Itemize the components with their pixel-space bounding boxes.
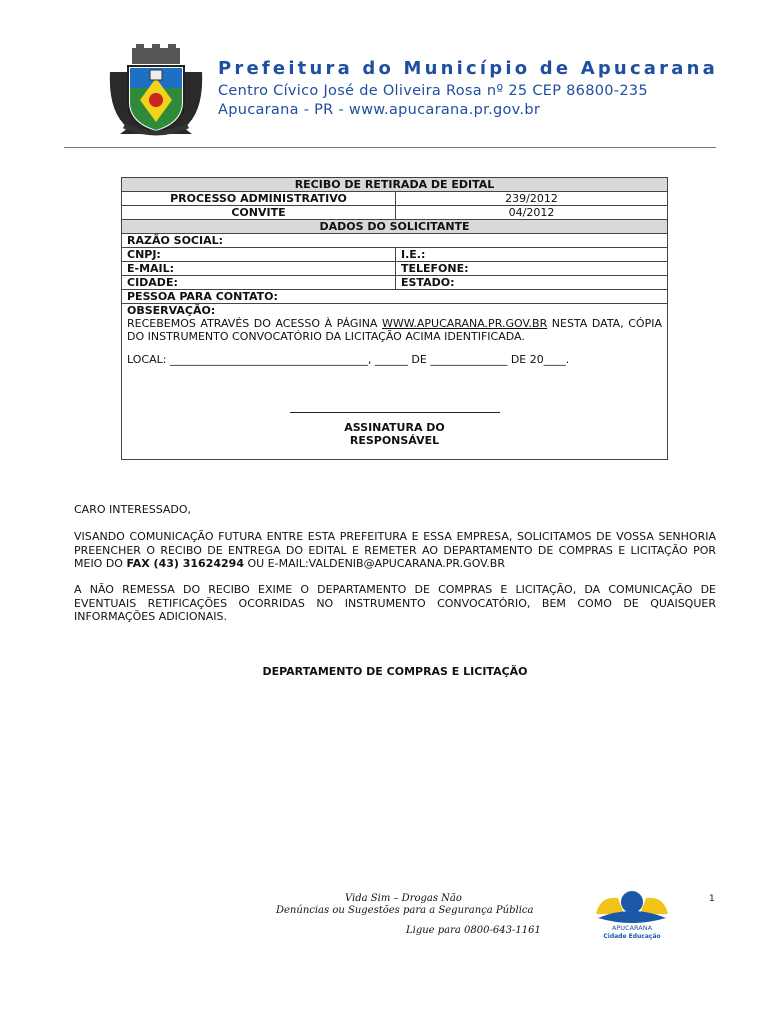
requester-header: DADOS DO SOLICITANTE [122,220,668,234]
signature-line[interactable] [290,412,500,413]
ie-field[interactable]: I.E.: [396,248,668,262]
municipal-crest-logo [106,42,206,138]
razao-social-field[interactable]: RAZÃO SOCIAL: [122,234,668,248]
observation-label: OBSERVAÇÃO: [127,304,216,317]
paragraph-contact-email: OU E-MAIL:VALDENIB@APUCARANA.PR.GOV.BR [243,557,505,570]
fax-number: FAX (43) 31624294 [126,557,244,570]
footer-slogan: Vida Sim – Drogas Não [345,893,462,904]
process-value: 239/2012 [396,192,668,206]
header-address: Centro Cívico José de Oliveira Rosa nº 25 CEP 86800-235 [218,83,648,99]
greeting: CARO INTERESSADO, [74,503,192,516]
department-signature: DEPARTAMENTO DE COMPRAS E LICITAÇÃO [262,665,528,678]
invite-value: 04/2012 [396,206,668,220]
apucarana-education-logo [594,888,670,940]
invite-label: CONVITE [122,206,396,220]
cidade-field[interactable]: CIDADE: [122,276,396,290]
header-title: Prefeitura do Município de Apucarana [218,58,718,79]
email-field[interactable]: E-MAIL: [122,262,396,276]
observation-text-start: RECEBEMOS ATRAVÉS DO ACESSO À PÁGINA [127,317,382,330]
receipt-table [121,177,668,460]
website-link[interactable]: WWW.APUCARANA.PR.GOV.BR [382,317,548,330]
paragraph-notice: A NÃO REMESSA DO RECIBO EXIME O DEPARTAMENTO DE COMPRAS E LICITAÇÃO, DA COMUNICAÇÃO DE EVENTUAIS RETIFICAÇÕES OCORRIDAS NO INSTRUMENTO CONVOCATÓRIO, BEM COMO DE QUAISQUER INFORMAÇÕES ADICIONAIS. [74,583,716,623]
local-date-line[interactable]: LOCAL: ____________________________________, ______ DE ______________ DE 20____. [127,353,570,366]
contato-field[interactable]: PESSOA PARA CONTATO: [122,290,668,304]
page-number: 1 [709,894,715,904]
observation-text-end: NESTA DATA, CÓPIA DO INSTRUMENTO CONVOCATÓRIO DA LICITAÇÃO ACIMA IDENTIFICADA. [127,317,662,343]
logo-text-cidade: Cidade Educação [603,933,661,940]
header-divider [64,147,716,148]
paragraph-contact-start: VISANDO COMUNICAÇÃO FUTURA ENTRE ESTA PREFEITURA E ESSA EMPRESA, SOLICITAMOS DE VOSSA SENHORIA PREENCHER O RECIBO DE ENTREGA DO EDITAL E REMETER AO DEPARTAMENTO DE COMPRAS E LICITAÇÃO POR MEIO DO [74,530,716,570]
signature-label-line2: RESPONSÁVEL [349,434,440,447]
signature-label [127,421,662,447]
signature-label-line1: ASSINATURA DO [344,421,445,434]
observation-block [122,304,668,460]
cnpj-field[interactable]: CNPJ: [122,248,396,262]
footer-hotline: Ligue para 0800-643-1161 [406,925,541,936]
telefone-field[interactable]: TELEFONE: [396,262,668,276]
logo-text-apucarana: APUCARANA [611,924,653,932]
receipt-title: RECIBO DE RETIRADA DE EDITAL [122,178,668,192]
process-label: PROCESSO ADMINISTRATIVO [122,192,396,206]
footer-reports: Denúncias ou Sugestões para a Segurança Pública [276,905,534,916]
observation-text [127,317,662,343]
estado-field[interactable]: ESTADO: [396,276,668,290]
paragraph-contact [74,530,716,571]
header-city-website: Apucarana - PR - www.apucarana.pr.gov.br [218,102,541,118]
